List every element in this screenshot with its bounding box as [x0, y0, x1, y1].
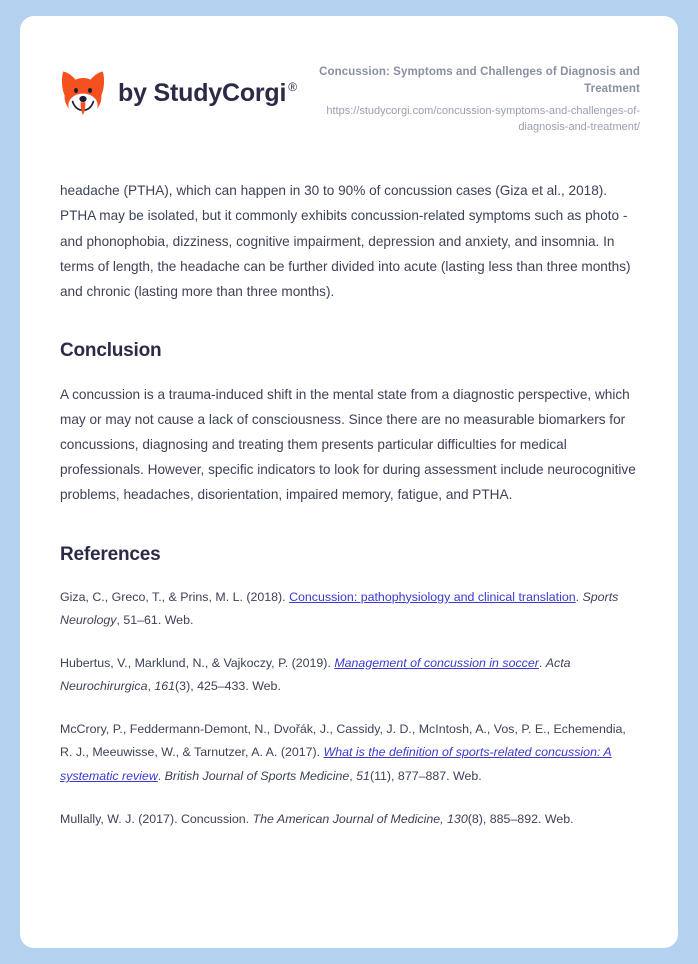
reference-journal: The American Journal of Medicine, 130 [252, 811, 468, 826]
document-meta [297, 62, 640, 136]
reference-link[interactable]: Management of concussion in soccer [334, 655, 539, 670]
reference-item [60, 808, 640, 832]
reference-tail: , 51–61. Web. [116, 613, 194, 628]
reference-pages: (11), 877–887. Web. [369, 769, 482, 783]
document-body [20, 178, 678, 831]
reference-tail: , [147, 679, 155, 694]
document-header [20, 16, 678, 136]
reference-item [60, 586, 640, 633]
references-heading: References [60, 543, 161, 565]
registered-trademark-icon: ® [288, 80, 297, 95]
conclusion-heading: Conclusion [60, 339, 162, 361]
studycorgi-brand[interactable] [60, 62, 297, 118]
reference-tail: (8), 885–892. Web. [467, 811, 574, 826]
reference-volume: 161 [154, 679, 176, 694]
brand-wordmark [118, 78, 297, 107]
reference-separator: . [538, 655, 546, 670]
reference-authors: Mullally, W. J. (2017). Concussion. [60, 811, 253, 826]
references-list [60, 586, 640, 832]
reference-tail: , [349, 769, 357, 783]
reference-journal: Sports Neurology [60, 589, 619, 628]
reference-journal: British Journal of Sports Medicine [164, 769, 350, 783]
reference-separator: . [575, 589, 583, 604]
reference-authors: McCrory, P., Feddermann-Demont, N., Dvořák, J., Cassidy, J. D., McIntosh, A., Vos, P. E., Echemendia, R. J., Meeuwisse, W., & Tarnutzer, A. A. (2017). [60, 721, 626, 760]
conclusion-paragraph: A concussion is a trauma-induced shift in the mental state from a diagnostic perspective, which may or may not cause a lack of consciousness. Since there are no measurable biomarkers for concussions, diagnosing and treating them presents particular difficulties for medical professionals. However, specific indicators to look for during assessment include neurocognitive problems, headaches, disorientation, impaired memory, fatigue, and PTHA. [60, 386, 636, 503]
document-card [20, 16, 678, 948]
reference-item [60, 718, 640, 789]
reference-journal: Acta Neurochirurgica [60, 655, 571, 694]
reference-link[interactable]: What is the definition of sports-related concussion: A systematic review [60, 745, 612, 783]
reference-item [60, 652, 640, 699]
reference-authors: Giza, C., Greco, T., & Prins, M. L. (2018). [60, 589, 290, 604]
reference-authors: Hubertus, V., Marklund, N., & Vajkoczy, P. (2019). [60, 655, 335, 670]
reference-separator: . [157, 769, 165, 783]
intro-paragraph: headache (PTHA), which can happen in 30 to 90% of concussion cases (Giza et al., 2018). PTHA may be isolated, but it commonly exhibits concussion-related symptoms such as photo - and phonophobia, dizziness, cognitive impairment, depression and anxiety, and insomnia. In terms of length, the headache can be further divided into acute (lasting less than three months) and chronic (lasting more than three months). [60, 183, 631, 299]
page-title: Concussion: Symptoms and Challenges of Diagnosis and Treatment [319, 66, 640, 95]
reference-pages: (3), 425–433. Web. [175, 679, 281, 694]
brand-wordmark-text: by StudyCorgi [118, 78, 287, 107]
corgi-face-icon [60, 68, 106, 118]
reference-volume: 51 [356, 769, 370, 783]
reference-link[interactable]: Concussion: pathophysiology and clinical translation [289, 589, 576, 604]
page-url[interactable]: https://studycorgi.com/concussion-symptoms-and-challenges-of-diagnosis-and-treatment/ [326, 105, 640, 134]
